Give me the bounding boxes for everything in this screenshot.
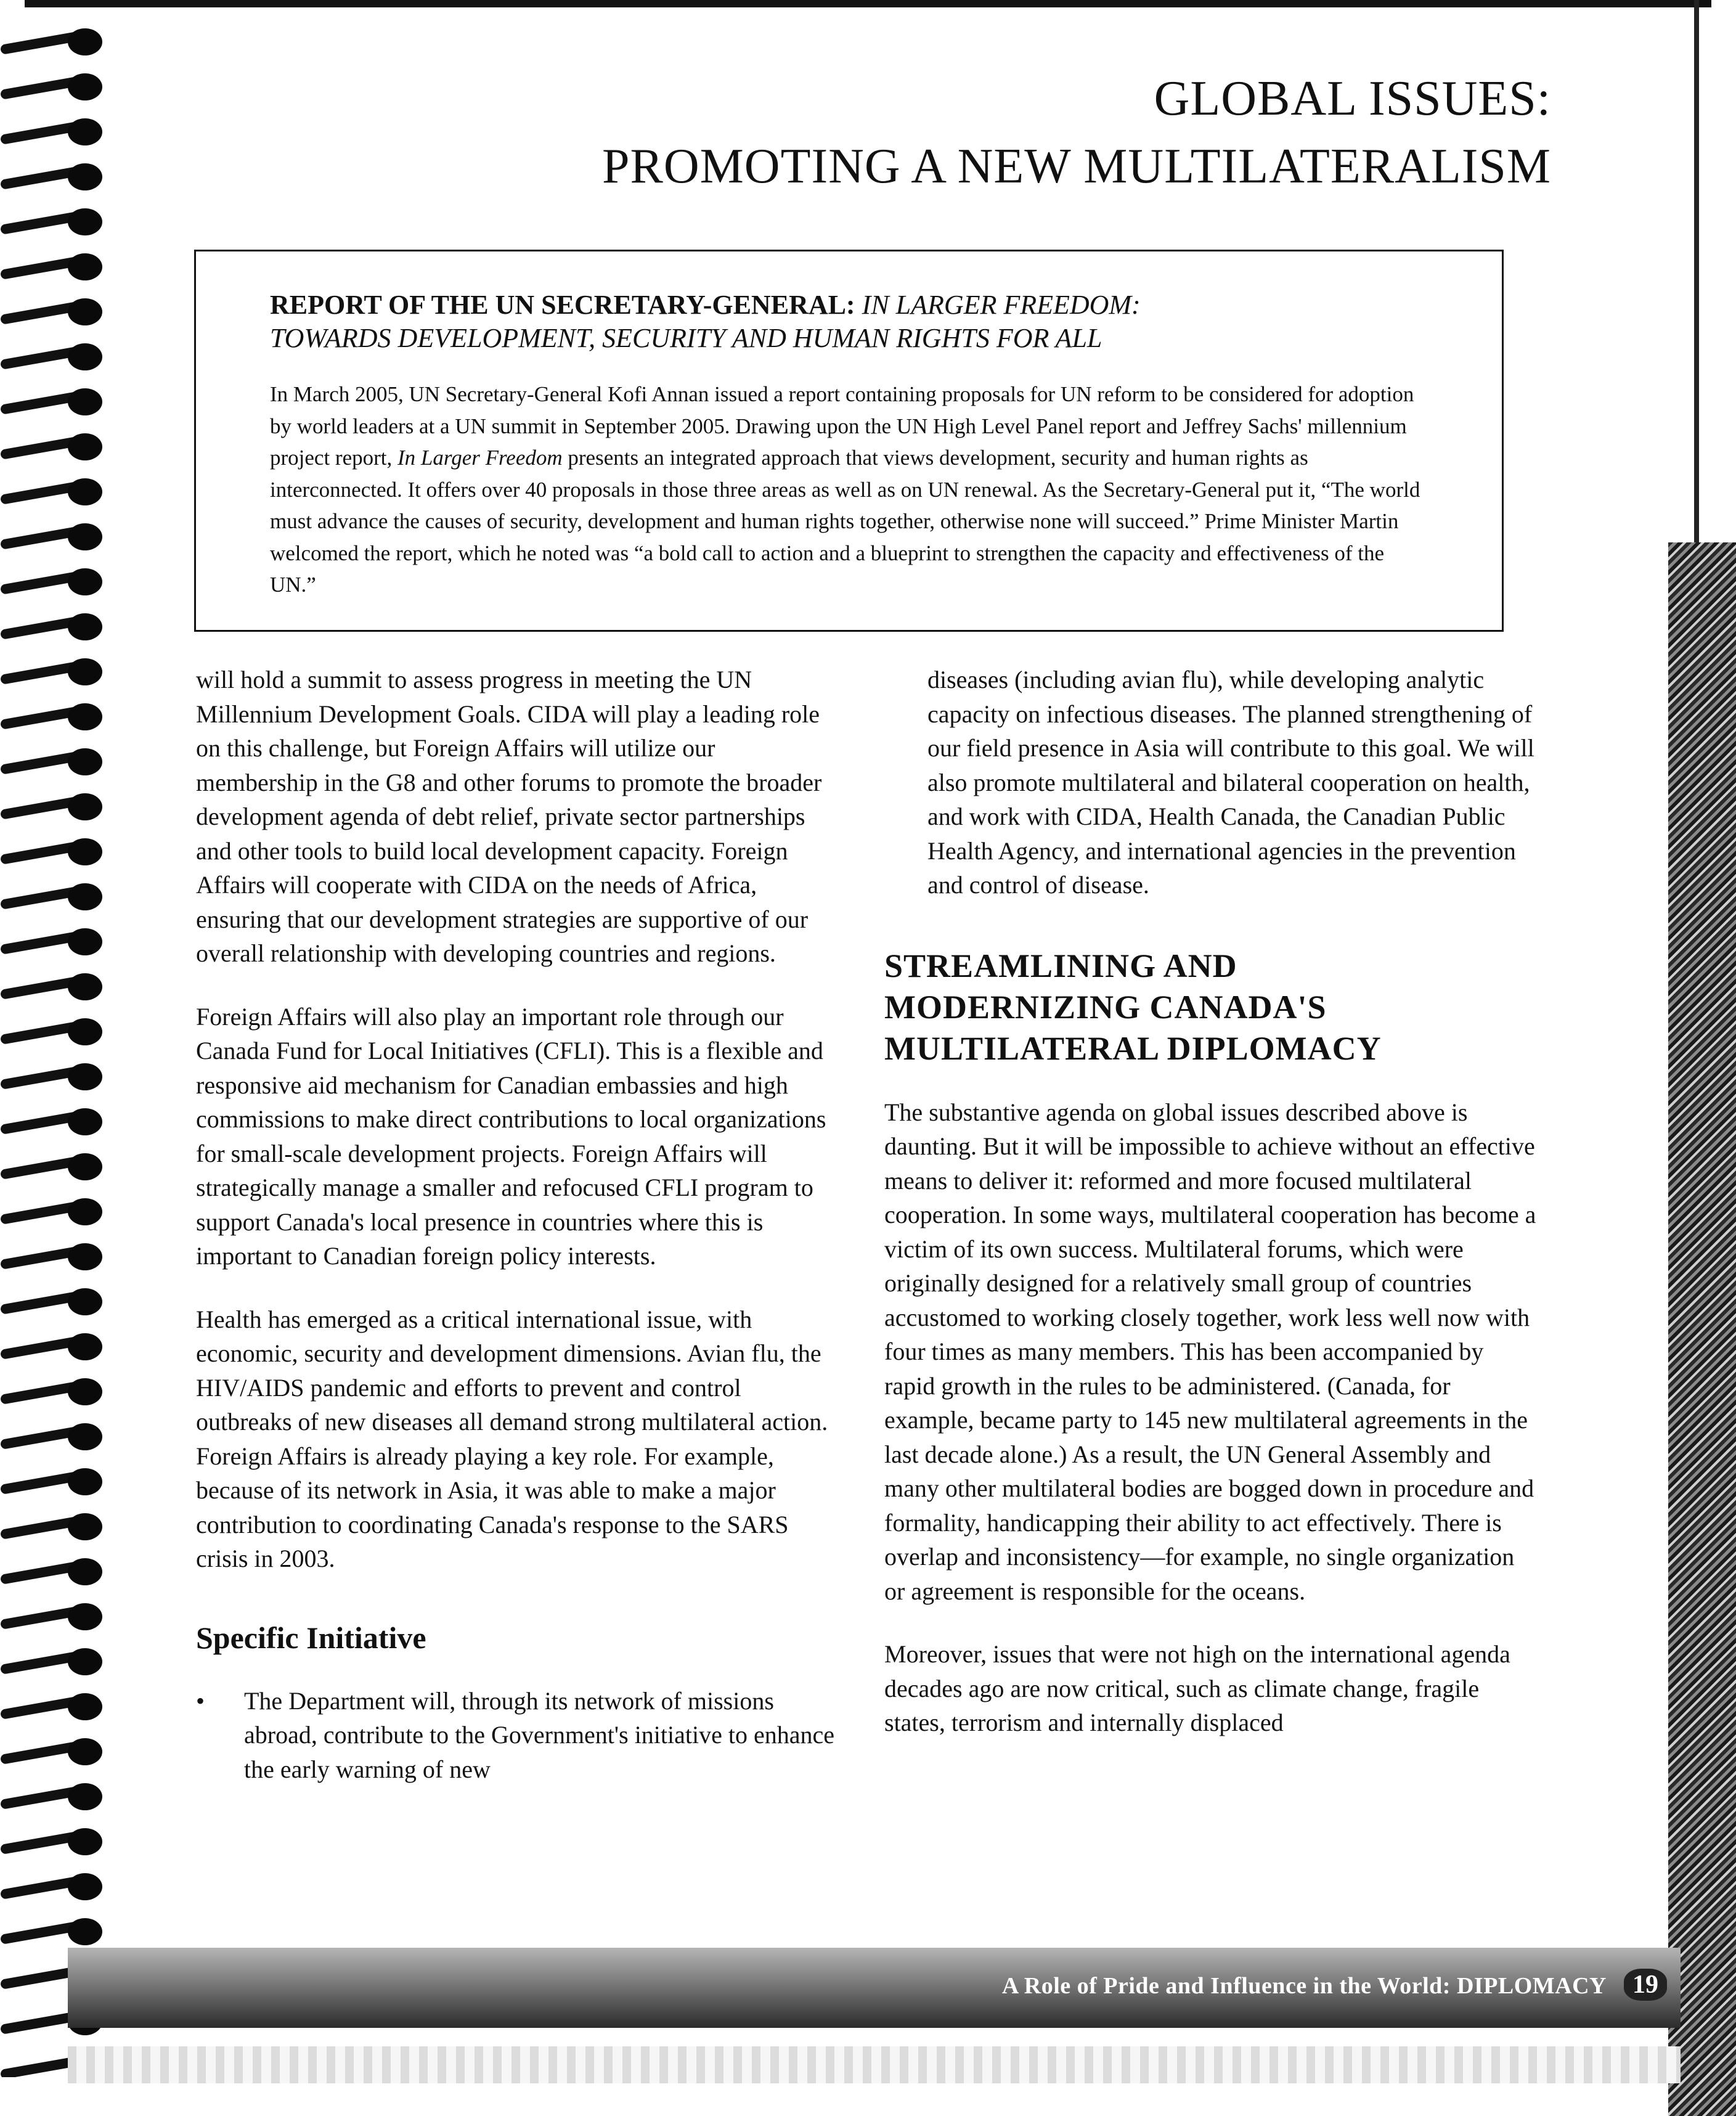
right-paragraph-2: The substantive agenda on global issues described above is daunting. But it will be impossible to achieve without an effective means to deliver it: reformed and more focused multilateral cooperation. In some ways, multilateral cooperation has become a victim of its own success. Multilateral forums, which were originally designed for a relatively small group of countries accustomed to working closely together, work less well now with four times as many members. This has been accompanied by rapid growth in the rules to be administered. (Canada, for example, became party to 145 new multilateral agreements in the last decade alone.) As a result, the UN General Assembly and many other multilateral bodies are bogged down in procedure and formality, handicapping their ability to act effectively. There is overlap and inconsistency—for example, no single organization or agreement is responsible for the oceans. bbox=[884, 1098, 1536, 1605]
spiral-coil bbox=[0, 1644, 111, 1678]
spiral-coil bbox=[0, 205, 111, 238]
spiral-coil bbox=[0, 1015, 111, 1048]
page-title-line-2: PROMOTING A NEW MULTILATERALISM bbox=[602, 139, 1551, 194]
section-heading-line-3: MULTILATERAL DIPLOMACY bbox=[884, 1029, 1382, 1067]
specific-initiative-heading: Specific Initiative bbox=[196, 1620, 426, 1655]
bullet-item bbox=[196, 1684, 837, 1787]
spiral-coil bbox=[0, 160, 111, 193]
report-heading-bold: REPORT OF THE UN SECRETARY-GENERAL: bbox=[270, 290, 855, 320]
spiral-coil bbox=[0, 115, 111, 148]
left-column bbox=[196, 663, 837, 1786]
spiral-coil bbox=[0, 565, 111, 598]
report-callout-box bbox=[194, 250, 1504, 632]
spiral-coil bbox=[0, 925, 111, 958]
section-heading-line-2: MODERNIZING CANADA'S bbox=[884, 988, 1327, 1026]
spiral-coil bbox=[0, 340, 111, 373]
footer-lower-band bbox=[68, 2046, 1681, 2083]
spiral-coil bbox=[0, 1195, 111, 1228]
spiral-coil bbox=[0, 25, 111, 58]
spiral-coil bbox=[0, 1824, 111, 1858]
footer-running-title: A Role of Pride and Influence in the World: DIPLOMACY bbox=[1001, 1973, 1607, 1999]
spiral-coil bbox=[0, 1689, 111, 1723]
page-title-line-1: GLOBAL ISSUES: bbox=[1154, 71, 1551, 126]
left-paragraph-1: will hold a summit to assess progress in meeting the UN Millennium Development Goals. CIDA will play a leading role on this challenge, but Foreign Affairs will utilize our membership in the G8 and other forums to promote the broader development agenda of debt relief, private sector partnerships and other tools to build local development capacity. Foreign Affairs will cooperate with CIDA on the needs of Africa, ensuring that our development strategies are supportive of our overall relationship with developing countries and regions. bbox=[196, 666, 822, 967]
spiral-coil bbox=[0, 745, 111, 778]
spiral-coil bbox=[0, 700, 111, 733]
left-paragraph-3: Health has emerged as a critical international issue, with economic, security and development dimensions. Avian flu, the HIV/AIDS pandemic and efforts to prevent and control outbreaks of new diseases all demand strong multilateral action. Foreign Affairs is already playing a key role. For example, because of its network in Asia, it was able to make a major contribution to coordinating Canada's response to the SARS crisis in 2003. bbox=[196, 1305, 828, 1572]
spiral-coil bbox=[0, 655, 111, 688]
spiral-binding bbox=[0, 25, 117, 2077]
spiral-coil bbox=[0, 835, 111, 868]
report-heading bbox=[270, 288, 1428, 355]
report-body-title-italic: In Larger Freedom bbox=[397, 446, 563, 470]
report-body-part-2: presents an integrated approach that views development, security and human rights as interconnected. It offers over 40 proposals in those three areas as well as on UN renewal. As the Secretary-General put it, “The world must advance the causes of security, development and human rights together, otherwise none will succeed.” Prime Minister Martin welcomed the report, which he noted was “a bold call to action and a blueprint to strengthen the capacity and effectiveness of the UN.” bbox=[270, 446, 1420, 597]
spiral-coil bbox=[0, 1509, 111, 1543]
spiral-coil bbox=[0, 430, 111, 463]
spiral-coil bbox=[0, 1779, 111, 1813]
spiral-coil bbox=[0, 1150, 111, 1183]
spiral-coil bbox=[0, 295, 111, 328]
spiral-coil bbox=[0, 1105, 111, 1138]
spiral-coil bbox=[0, 1240, 111, 1273]
spiral-coil bbox=[0, 1375, 111, 1408]
section-heading-line-1: STREAMLINING AND bbox=[884, 947, 1237, 984]
report-body-part-1: In March 2005, UN Secretary-General Kofi Annan issued a report containing proposals for UN reform to be considered for adoption by world leaders at a UN summit in September 2005. Drawing upon the UN High Level Panel report and Jeffrey Sachs' millennium project report, bbox=[270, 382, 1414, 470]
spiral-coil bbox=[0, 1420, 111, 1453]
spiral-coil bbox=[0, 790, 111, 823]
spiral-coil bbox=[0, 610, 111, 643]
report-heading-italic-1: IN LARGER FREEDOM: bbox=[862, 290, 1141, 320]
report-body bbox=[270, 378, 1428, 601]
spiral-coil bbox=[0, 1869, 111, 1903]
section-heading bbox=[884, 946, 1538, 1069]
page-right-edge-line bbox=[1694, 0, 1699, 542]
page-stack-edge bbox=[1668, 542, 1736, 2116]
spiral-coil bbox=[0, 1060, 111, 1093]
right-paragraph-3: Moreover, issues that were not high on the international agenda decades ago are now critical, such as climate change, fragile states, terrorism and internally displaced bbox=[884, 1640, 1510, 1736]
spiral-coil bbox=[0, 1285, 111, 1318]
report-heading-italic-2: TOWARDS DEVELOPMENT, SECURITY AND HUMAN RIGHTS FOR ALL bbox=[270, 323, 1102, 353]
left-paragraph-2: Foreign Affairs will also play an important role through our Canada Fund for Local Initiatives (CFLI). This is a flexible and responsive aid mechanism for Canadian embassies and high commissions to make direct contributions to local organizations for small-scale development projects. Foreign Affairs will strategically manage a smaller and refocused CFLI program to support Canada's local presence in countries where this is important to Canadian foreign policy interests. bbox=[196, 1002, 826, 1270]
spiral-coil bbox=[0, 1330, 111, 1363]
page-number: 19 bbox=[1624, 1969, 1667, 2001]
page-title bbox=[602, 65, 1551, 200]
spiral-coil bbox=[0, 1599, 111, 1633]
spiral-coil bbox=[0, 385, 111, 418]
spiral-coil bbox=[0, 250, 111, 283]
bullet-symbol: • bbox=[196, 1686, 205, 1715]
right-column bbox=[884, 663, 1538, 1769]
spiral-coil bbox=[0, 520, 111, 553]
spiral-coil bbox=[0, 1734, 111, 1768]
spiral-coil bbox=[0, 475, 111, 508]
spiral-coil bbox=[0, 970, 111, 1003]
spiral-coil bbox=[0, 1914, 111, 1948]
bullet-text: The Department will, through its network of missions abroad, contribute to the Government's initiative to enhance the early warning of new bbox=[244, 1686, 835, 1783]
spiral-coil bbox=[0, 70, 111, 103]
spiral-coil bbox=[0, 880, 111, 913]
top-edge-rule bbox=[25, 0, 1711, 7]
right-paragraph-1: diseases (including avian flu), while developing analytic capacity on infectious diseases. The planned strengthening of our field presence in Asia will contribute to this goal. We will also promote multilateral and bilateral cooperation on health, and work with CIDA, Health Canada, the Canadian Public Health Agency, and international agencies in the prevention and control of disease. bbox=[927, 666, 1534, 899]
spiral-coil bbox=[0, 1554, 111, 1588]
spiral-coil bbox=[0, 1464, 111, 1498]
